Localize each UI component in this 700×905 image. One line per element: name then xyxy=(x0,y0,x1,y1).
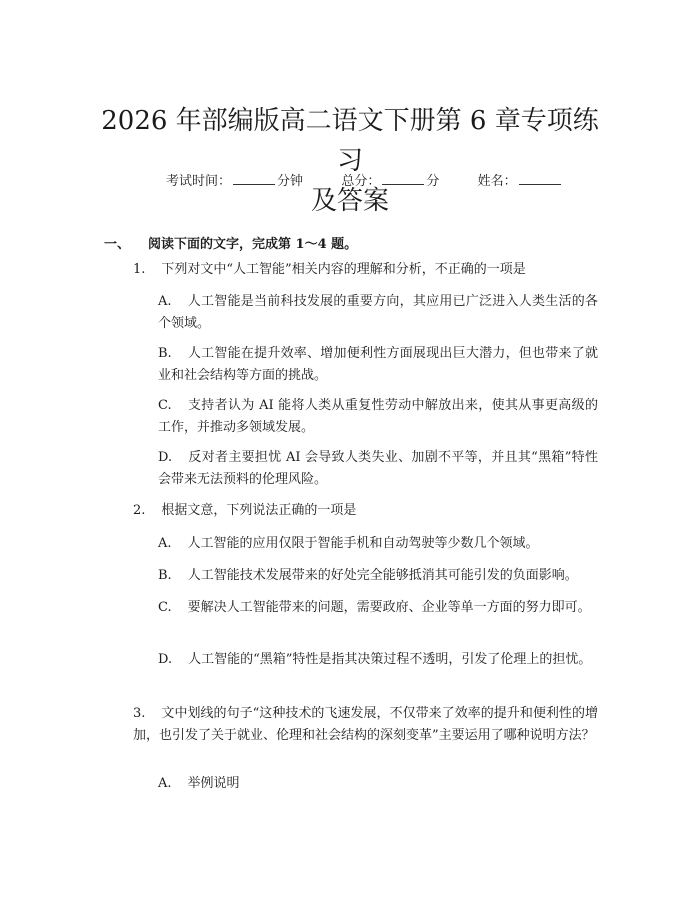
q2-option-b xyxy=(104,565,598,587)
exam-info-line xyxy=(166,170,563,189)
name-blank xyxy=(519,172,561,185)
score-label: 总分： xyxy=(341,174,381,189)
option-text: 人工智能的“黑箱”特性是指其决策过程不透明，引发了伦理上的担忧。 xyxy=(188,652,592,667)
time-label: 考试时间： xyxy=(166,174,232,189)
option-letter: A. xyxy=(158,536,172,551)
option-letter: A. xyxy=(158,776,172,791)
option-letter: A. xyxy=(158,294,172,309)
option-letter: D. xyxy=(158,450,173,465)
option-text: 人工智能是当前科技发展的重要方向，其应用已广泛进入人类生活的各个领域。 xyxy=(158,294,598,331)
option-letter: D. xyxy=(158,652,173,667)
q2-option-d xyxy=(104,649,598,671)
question-1 xyxy=(104,259,598,281)
option-letter: B. xyxy=(158,346,172,361)
title-line-1: 2026 年部编版高二语文下册第 6 章专项练习 xyxy=(101,106,599,177)
option-text: 举例说明 xyxy=(187,776,240,791)
section-heading xyxy=(104,233,357,252)
score-unit: 分 xyxy=(426,174,440,189)
q1-option-c xyxy=(104,395,598,439)
section-number: 一、 xyxy=(104,237,131,252)
option-letter: C. xyxy=(158,398,172,413)
time-unit: 分钟 xyxy=(277,174,304,189)
question-3 xyxy=(104,703,598,747)
option-text: 要解决人工智能带来的问题，需要政府、企业等单一方面的努力即可。 xyxy=(187,600,591,615)
name-label: 姓名： xyxy=(477,174,517,189)
document-title xyxy=(90,101,610,221)
option-text: 人工智能在提升效率、增加便利性方面展现出巨大潜力，但也带来了就业和社会结构等方面的挑战。 xyxy=(158,346,598,383)
option-text: 支持者认为 AI 能将人类从重复性劳动中解放出来，使其从事更高级的工作，并推动多领域发展。 xyxy=(158,398,598,435)
option-text: 人工智能技术发展带来的好处完全能够抵消其可能引发的负面影响。 xyxy=(187,568,578,583)
option-letter: C. xyxy=(158,600,172,615)
time-blank xyxy=(233,172,275,185)
q1-option-b xyxy=(104,343,598,387)
section-text: 阅读下面的文字，完成第 1～4 题。 xyxy=(148,237,358,252)
q2-option-a xyxy=(104,533,598,555)
question-number: 3. xyxy=(133,706,146,721)
score-blank xyxy=(382,172,424,185)
q1-option-d xyxy=(104,447,598,491)
question-text: 下列对文中“人工智能”相关内容的理解和分析，不正确的一项是 xyxy=(161,262,526,277)
q3-option-a xyxy=(104,773,598,795)
q1-option-a xyxy=(104,291,598,335)
option-text: 反对者主要担忧 AI 会导致人类失业、加剧不平等，并且其“黑箱”特性会带来无法预料的伦理风险。 xyxy=(158,450,598,487)
title-line-2: 及答案 xyxy=(310,186,389,217)
option-text: 人工智能的应用仅限于智能手机和自动驾驶等少数几个领域。 xyxy=(187,536,539,551)
q2-option-c xyxy=(104,597,598,619)
question-text: 文中划线的句子“这种技术的飞速发展，不仅带来了效率的提升和便利性的增加，也引发了关于就业、伦理和社会结构的深刻变革”主要运用了哪种说明方法？ xyxy=(133,706,598,743)
option-letter: B. xyxy=(158,568,172,583)
question-2 xyxy=(104,500,598,522)
question-text: 根据文意，下列说法正确的一项是 xyxy=(161,503,357,518)
question-number: 1. xyxy=(133,262,146,277)
question-number: 2. xyxy=(133,503,146,518)
